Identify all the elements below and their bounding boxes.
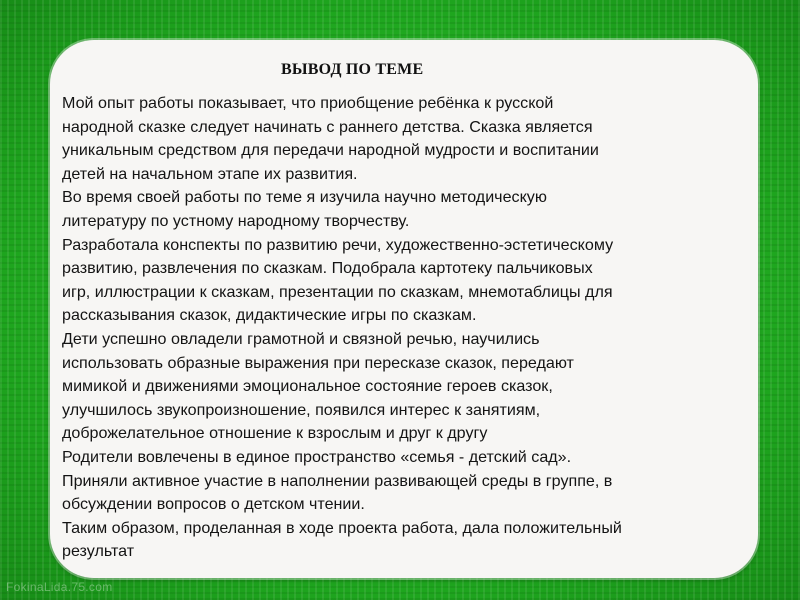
body-line: Родители вовлечены в единое пространство «семья - детский сад». bbox=[62, 447, 572, 466]
content-card bbox=[50, 40, 758, 578]
watermark: FokinaLida.75.com bbox=[6, 580, 113, 594]
body-line: мимикой и движениями эмоциональное состояние героев сказок, bbox=[62, 377, 553, 396]
body-line: развитию, развлечения по сказкам. Подобрала картотеку пальчиковых bbox=[62, 259, 593, 278]
slide-body bbox=[62, 92, 752, 564]
body-line: Таким образом, проделанная в ходе проекта работа, дала положительный bbox=[62, 518, 622, 537]
body-line: результат bbox=[62, 542, 135, 561]
body-line: игр, иллюстрации к сказкам, презентации по сказкам, мнемотаблицы для bbox=[62, 282, 613, 301]
body-line: Приняли активное участие в наполнении развивающей среды в группе, в bbox=[62, 471, 613, 490]
body-line: детей на начальном этапе их развития. bbox=[62, 164, 358, 183]
body-line: доброжелательное отношение к взрослым и друг к другу bbox=[62, 424, 488, 443]
body-line: народной сказке следует начинать с раннего детства. Сказка является bbox=[62, 117, 593, 136]
body-line: Мой опыт работы показывает, что приобщение ребёнка к русской bbox=[62, 94, 554, 112]
body-line: литературу по устному народному творчеству. bbox=[62, 211, 410, 230]
slide-title: ВЫВОД ПО ТЕМЕ bbox=[281, 61, 424, 78]
body-line: рассказывания сказок, дидактические игры по сказкам. bbox=[62, 306, 477, 325]
body-line: Во время своей работы по теме я изучила научно методическую bbox=[62, 188, 547, 207]
body-line: Дети успешно овладели грамотной и связной речью, научились bbox=[62, 329, 540, 348]
body-line: использовать образные выражения при пересказе сказок, передают bbox=[62, 353, 574, 372]
body-line: Разработала конспекты по развитию речи, художественно-эстетическому bbox=[62, 235, 614, 254]
body-line: уникальным средством для передачи народной мудрости и воспитании bbox=[62, 141, 599, 160]
body-line: обсуждении вопросов о детском чтении. bbox=[62, 495, 365, 514]
body-line: улучшилось звукопроизношение, появился интерес к занятиям, bbox=[62, 400, 541, 419]
